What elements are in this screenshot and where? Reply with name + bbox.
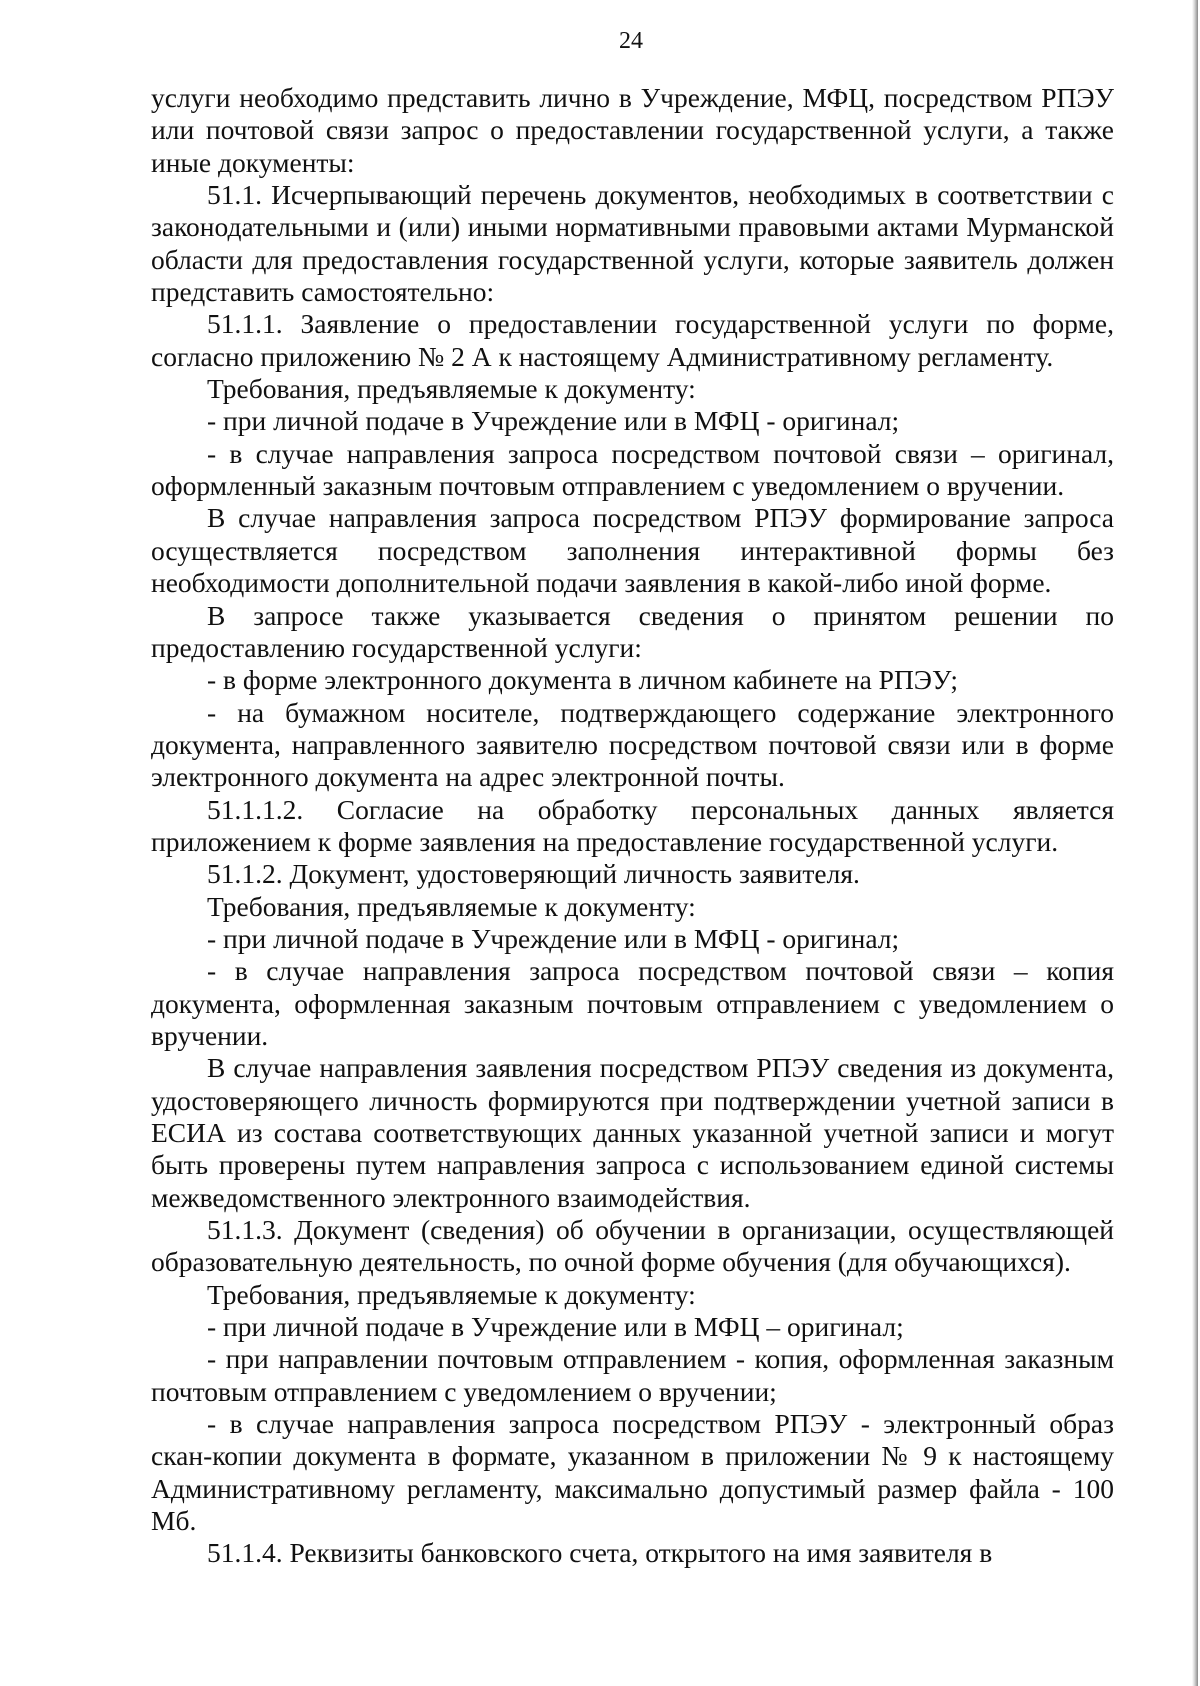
paragraph: - на бумажном носителе, подтверждающего содержание электронного документа, направленного заявителю посредством почтовой связи или в форме электронного документа на адрес электронной почты.: [151, 696, 1114, 793]
paragraph: - в случае направления запроса посредством почтовой связи – оригинал, оформленный заказным почтовым отправлением с уведомлением о вручении.: [151, 437, 1114, 502]
paragraph: В случае направления запроса посредством РПЭУ формирование запроса осуществляется посредством заполнения интерактивной формы без необходимости дополнительной подачи заявления в какой-либо иной форме.: [151, 502, 1114, 599]
document-body: [151, 82, 1114, 1570]
paragraph: - при личной подаче в Учреждение или в МФЦ - оригинал;: [207, 405, 900, 437]
paragraph: 51.1.1.2. Согласие на обработку персональных данных является приложением к форме заявления на предоставление государственной услуги.: [151, 793, 1114, 857]
paragraph: Требования, предъявляемые к документу:: [207, 373, 696, 405]
paragraph: - в случае направления запроса посредством почтовой связи – копия документа, оформленная заказным почтовым отправлением с уведомлением о вручении.: [151, 955, 1114, 1051]
paragraph: 51.1. Исчерпывающий перечень документов, необходимых в соответствии с законодательными и (или) иными нормативными правовыми актами Мурманской области для предоставления государственной услуги, которые заявитель должен представить самостоятельно:: [151, 179, 1114, 308]
paragraph: - в случае направления запроса посредством РПЭУ - электронный образ скан-копии документа в формате, указанном в приложении № 9 к настоящему Административному регламенту, максимально допустимый размер файла - 100 Мб.: [151, 1408, 1114, 1537]
page-number: 24: [619, 28, 643, 54]
paragraph: 51.1.3. Документ (сведения) об обучении в организации, осуществляющей образовательную деятельность, по очной форме обучения (для обучающихся).: [151, 1214, 1114, 1278]
paragraph: 51.1.2. Документ, удостоверяющий личность заявителя.: [207, 858, 860, 890]
paragraph: - при направлении почтовым отправлением - копия, оформленная заказным почтовым отправлением с уведомлением о вручении;: [151, 1343, 1114, 1407]
paragraph: Требования, предъявляемые к документу:: [207, 1278, 696, 1310]
paragraph: услуги необходимо представить лично в Учреждение, МФЦ, посредством РПЭУ или почтовой связи запрос о предоставлении государственной услуги, а также иные документы:: [151, 82, 1114, 178]
page-edge-shadow: [1192, 0, 1198, 1686]
paragraph: В запросе также указывается сведения о принятом решении по предоставлению государственной услуги:: [151, 599, 1114, 663]
paragraph: - в форме электронного документа в личном кабинете на РПЭУ;: [207, 664, 959, 696]
paragraph: В случае направления заявления посредством РПЭУ сведения из документа, удостоверяющего личность формируются при подтверждении учетной записи в ЕСИА из состава соответствующих данных указанной учетной записи и могут быть проверены путем направления запроса с использованием единой системы межведомственного электронного взаимодействия.: [151, 1052, 1114, 1213]
paragraph: Требования, предъявляемые к документу:: [207, 890, 696, 922]
paragraph: 51.1.1. Заявление о предоставлении государственной услуги по форме, согласно приложению № 2 А к настоящему Административному регламенту.: [151, 308, 1114, 372]
paragraph: 51.1.4. Реквизиты банковского счета, открытого на имя заявителя в: [207, 1537, 993, 1569]
paragraph: - при личной подаче в Учреждение или в МФЦ - оригинал;: [207, 922, 900, 954]
paragraph: - при личной подаче в Учреждение или в МФЦ – оригинал;: [207, 1311, 904, 1343]
